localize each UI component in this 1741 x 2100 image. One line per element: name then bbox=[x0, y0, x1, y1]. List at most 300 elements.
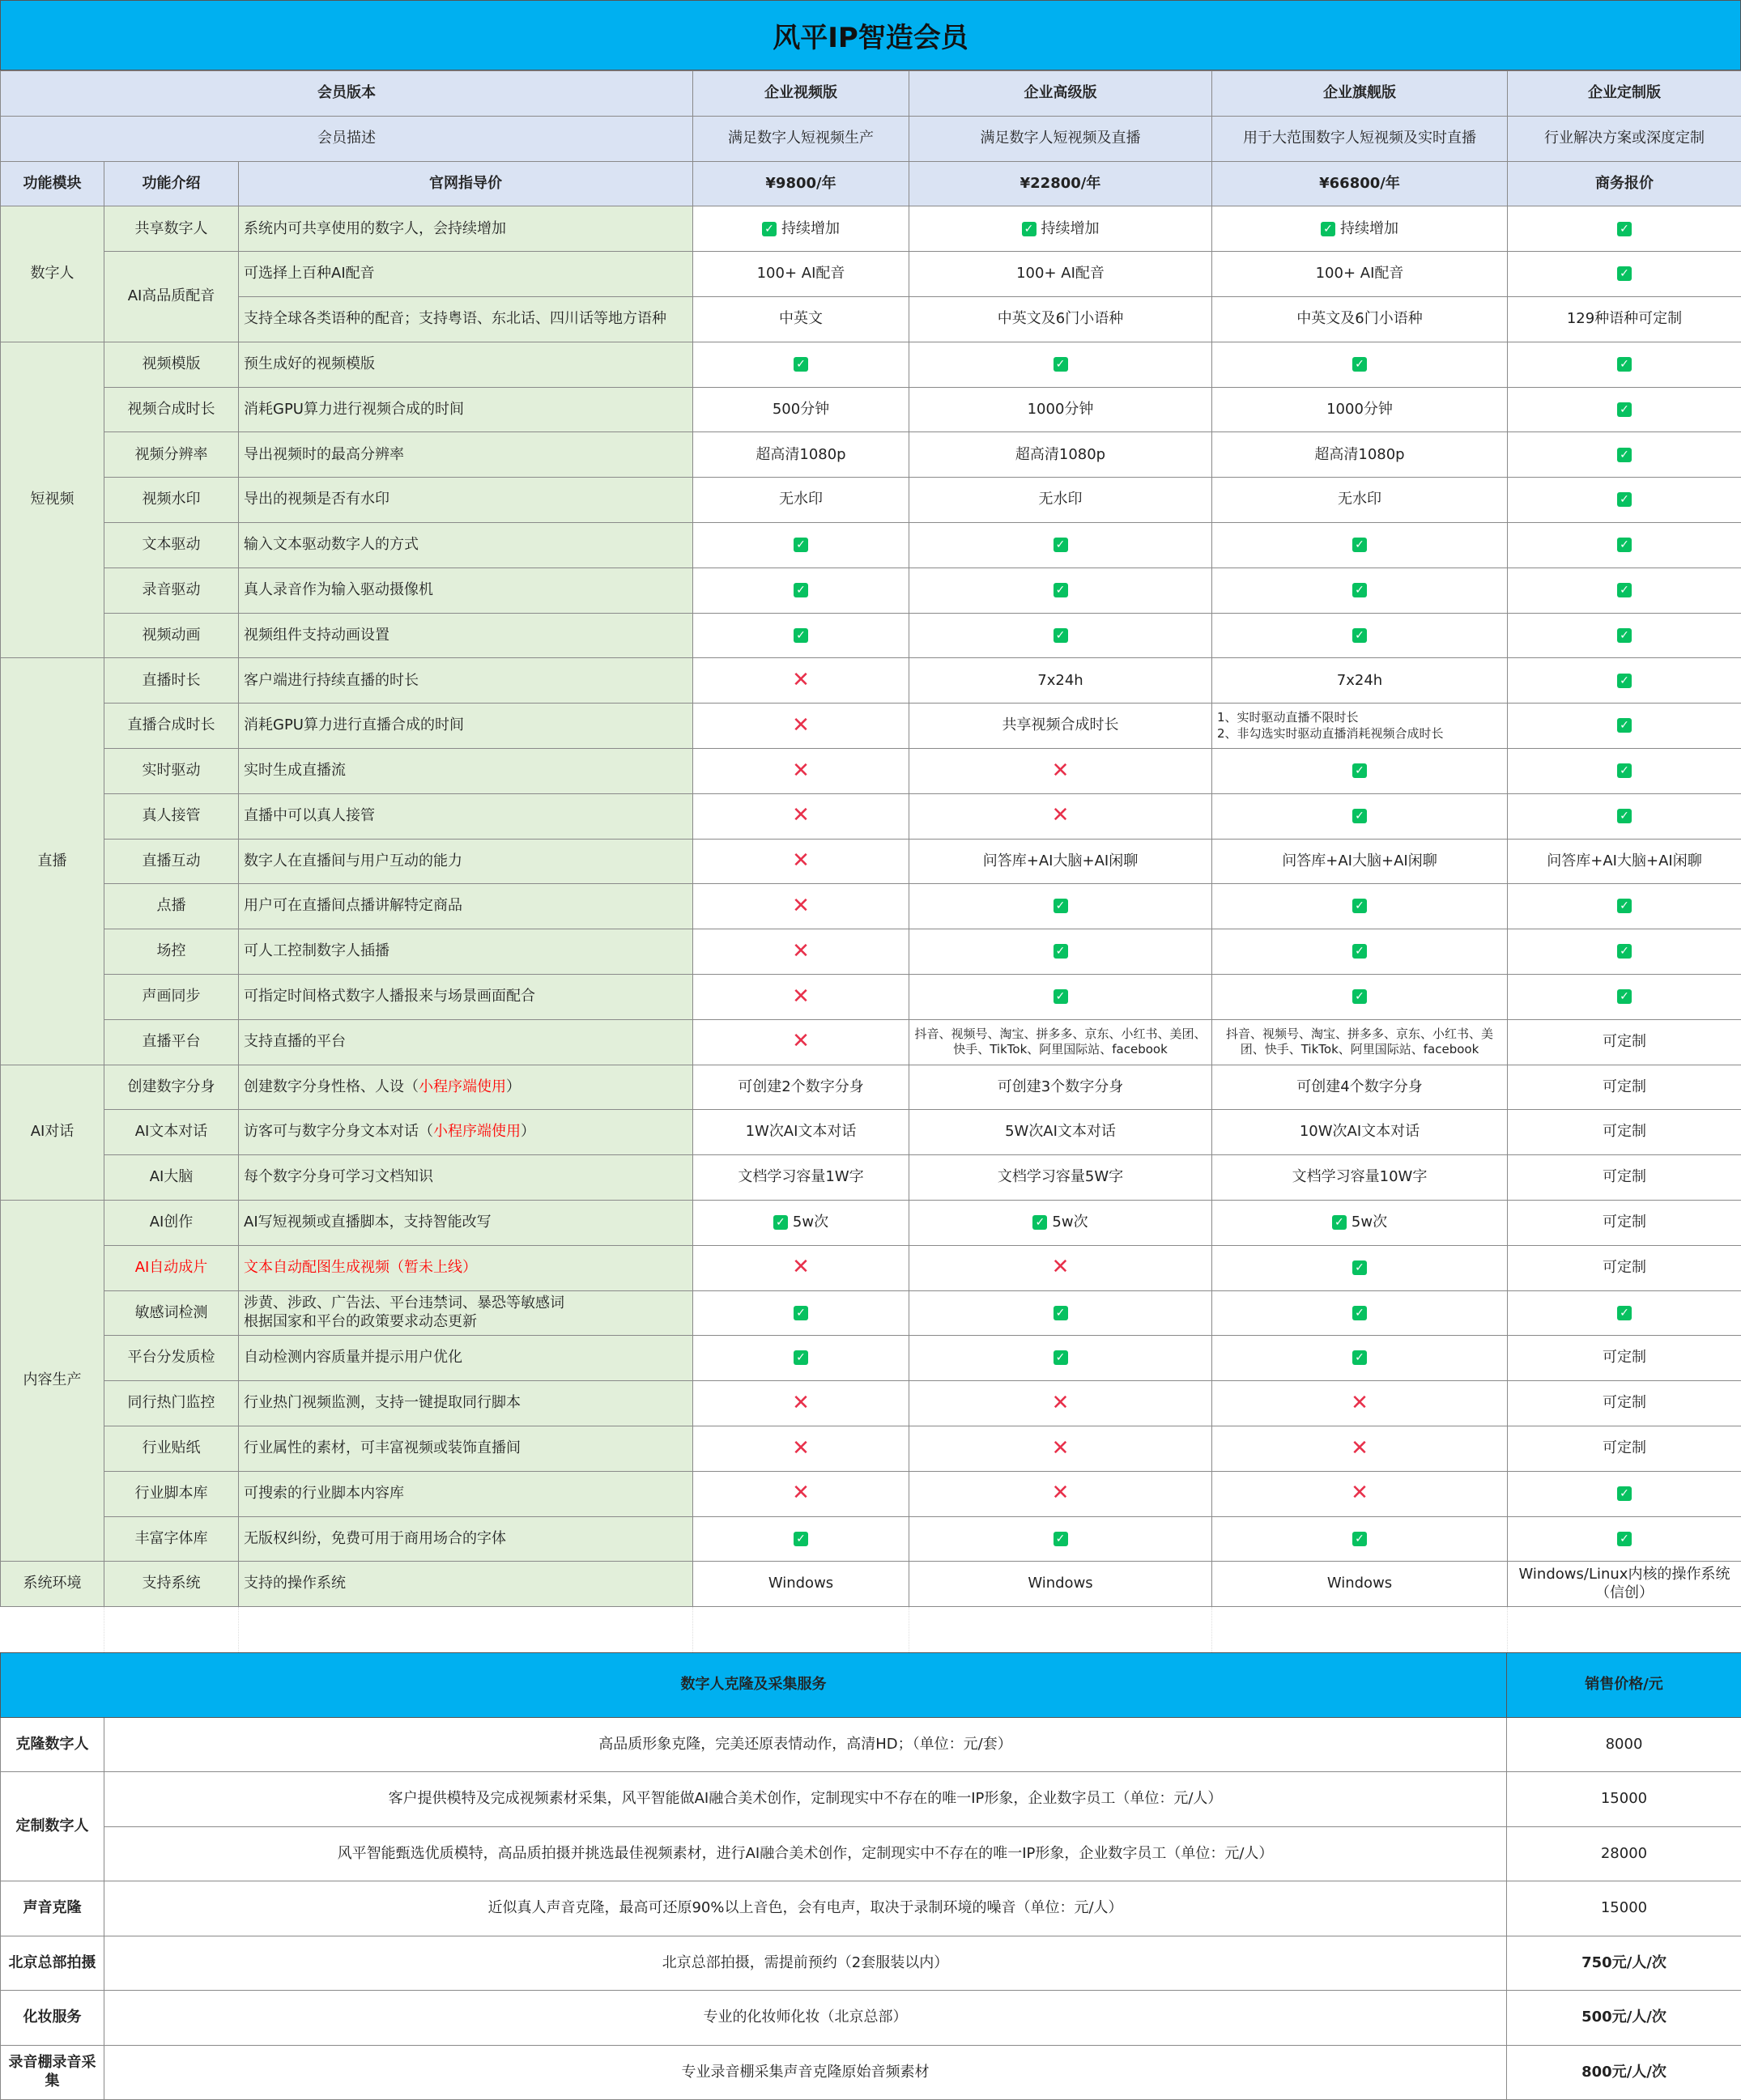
service-price bbox=[1507, 1991, 1741, 2046]
cell-text: 定制数字人 bbox=[16, 1817, 89, 1834]
plan-3-value bbox=[1212, 1516, 1508, 1562]
cell-text: 企业高级版 bbox=[1024, 84, 1097, 101]
cell-text: 可定制 bbox=[1603, 1078, 1646, 1095]
check-icon: ✓ bbox=[1352, 944, 1367, 959]
table-row bbox=[1, 342, 1741, 387]
plan-price-4 bbox=[1508, 161, 1741, 206]
check-icon: ✓ bbox=[1352, 989, 1367, 1004]
cell-text: 数字人克隆及采集服务 bbox=[681, 1676, 827, 1693]
plan-1-value bbox=[693, 342, 909, 387]
table-row bbox=[1, 568, 1741, 613]
check-icon: ✓ bbox=[794, 1350, 808, 1365]
table-row bbox=[1, 478, 1741, 523]
cell-text: AI大脑 bbox=[150, 1168, 194, 1185]
service-price bbox=[1507, 1717, 1741, 1772]
plan-3-value bbox=[1212, 1065, 1508, 1110]
table-row bbox=[1, 296, 1741, 342]
service-label bbox=[1, 1881, 104, 1936]
check-icon: ✓ bbox=[1617, 402, 1632, 417]
cell-text: 1、实时驱动直播不限时长 bbox=[1217, 710, 1359, 725]
plan-desc-3 bbox=[1212, 116, 1508, 161]
cell-text: 涉黄、涉政、广告法、平台违禁词、暴恐等敏感词 bbox=[244, 1294, 564, 1311]
plan-1-value bbox=[693, 613, 909, 658]
cell-text: 近似真人声音克隆，最高可还原90%以上音色，会有电声，取决于录制环境的噪音（单位：元/人） bbox=[487, 1899, 1122, 1916]
feature-desc bbox=[239, 658, 693, 704]
cell-text: 100+ AI配音 bbox=[1316, 265, 1404, 282]
table-row bbox=[1, 658, 1741, 704]
cell-text: 北京总部拍摄，需提前预约（2套服装以内） bbox=[662, 1954, 948, 1971]
service-desc bbox=[104, 1772, 1507, 1827]
cell-text: Windows/Linux内核的操作系统 bbox=[1519, 1566, 1730, 1583]
table-row bbox=[1, 432, 1741, 478]
cell-text: ¥66800/年 bbox=[1319, 175, 1400, 192]
plan-2-value bbox=[909, 793, 1212, 839]
service-price bbox=[1507, 1936, 1741, 1991]
spacer-cell bbox=[1, 1607, 104, 1652]
cell-text: 视频组件支持动画设置 bbox=[244, 627, 389, 644]
plan-2-value bbox=[909, 1381, 1212, 1426]
cross-icon: ✕ bbox=[792, 894, 810, 918]
cell-text: 支持全球各类语种的配音；支持粤语、东北话、四川话等地方语种 bbox=[244, 310, 666, 327]
cross-icon: ✕ bbox=[792, 759, 810, 783]
cell-text: 丰富字体库 bbox=[135, 1530, 208, 1547]
cell-text: 直播互动 bbox=[143, 852, 201, 869]
services-table bbox=[0, 1652, 1741, 2100]
service-price bbox=[1507, 2045, 1741, 2100]
service-desc bbox=[104, 1826, 1507, 1881]
check-icon: ✓ bbox=[794, 1306, 808, 1320]
plan-2-value bbox=[909, 974, 1212, 1019]
service-label bbox=[1, 2045, 104, 2100]
plan-4-value bbox=[1508, 1516, 1741, 1562]
cell-text: 可定制 bbox=[1603, 1123, 1646, 1140]
cell-text: 5W次AI文本对话 bbox=[1005, 1123, 1116, 1140]
plan-3-value bbox=[1212, 296, 1508, 342]
cell-text: AI创作 bbox=[150, 1214, 194, 1231]
plan-4-value bbox=[1508, 1065, 1741, 1110]
check-icon: ✓ bbox=[1617, 1532, 1632, 1546]
plan-3-value bbox=[1212, 1336, 1508, 1381]
plan-4-value bbox=[1508, 252, 1741, 297]
plan-2-value bbox=[909, 1155, 1212, 1201]
cell-text: 真人接管 bbox=[143, 807, 201, 824]
cell-text: ¥9800/年 bbox=[765, 175, 836, 192]
service-desc bbox=[104, 1991, 1507, 2046]
feature-name bbox=[104, 206, 239, 252]
cell-text: 问答库+AI大脑+AI闲聊 bbox=[1547, 852, 1701, 869]
check-icon: ✓ bbox=[1617, 944, 1632, 959]
plan-3-value bbox=[1212, 884, 1508, 929]
plan-2-value bbox=[909, 296, 1212, 342]
cell-text: 文档学习容量5W字 bbox=[998, 1168, 1123, 1185]
plan-price-2 bbox=[909, 161, 1212, 206]
plan-3-value bbox=[1212, 613, 1508, 658]
plan-4-value bbox=[1508, 478, 1741, 523]
check-icon: ✓ bbox=[794, 628, 808, 643]
module-name bbox=[1, 1562, 104, 1607]
table-row bbox=[1, 116, 1741, 161]
check-icon: ✓ bbox=[762, 222, 777, 236]
cell-text: 支持系统 bbox=[143, 1575, 201, 1592]
cell-text: 可创建4个数字分身 bbox=[1296, 1078, 1422, 1095]
cell-text: 行业解决方案或深度定制 bbox=[1544, 130, 1705, 147]
check-icon: ✓ bbox=[1617, 266, 1632, 281]
plan-1-value bbox=[693, 839, 909, 884]
plan-3-value bbox=[1212, 929, 1508, 975]
cell-text: 功能介绍 bbox=[143, 175, 201, 192]
check-icon: ✓ bbox=[794, 538, 808, 552]
cell-text: 视频合成时长 bbox=[128, 401, 215, 418]
cell-text: 企业旗舰版 bbox=[1323, 84, 1396, 101]
cell-text: 用户可在直播间点播讲解特定商品 bbox=[244, 897, 462, 914]
plan-1-value bbox=[693, 568, 909, 613]
cell-text: 短视频 bbox=[31, 491, 74, 508]
service-label bbox=[1, 1717, 104, 1772]
check-icon: ✓ bbox=[794, 1532, 808, 1546]
feature-desc bbox=[239, 522, 693, 568]
cell-text: 化妆服务 bbox=[23, 2009, 82, 2026]
cross-icon: ✕ bbox=[792, 1255, 810, 1279]
plan-2-value bbox=[909, 884, 1212, 929]
plan-2-value bbox=[909, 748, 1212, 793]
plan-name-2 bbox=[909, 71, 1212, 117]
check-icon: ✓ bbox=[1054, 1350, 1068, 1365]
feature-name bbox=[104, 432, 239, 478]
plan-2-value bbox=[909, 478, 1212, 523]
plan-1-value bbox=[693, 1110, 909, 1155]
plan-4-value bbox=[1508, 1426, 1741, 1471]
cell-text: 100+ AI配音 bbox=[1016, 265, 1105, 282]
spacer-row bbox=[1, 1607, 1741, 1652]
cell-text: 超高清1080p bbox=[1314, 446, 1404, 463]
plan-2-value bbox=[909, 1200, 1212, 1245]
check-icon: ✓ bbox=[1617, 357, 1632, 372]
cell-text: 持续增加 bbox=[1340, 220, 1398, 237]
feature-desc bbox=[239, 974, 693, 1019]
check-icon: ✓ bbox=[1054, 583, 1068, 597]
plan-2-value bbox=[909, 1471, 1212, 1516]
module-name bbox=[1, 1065, 104, 1200]
service-desc bbox=[104, 1881, 1507, 1936]
plan-4-value bbox=[1508, 206, 1741, 252]
table-row bbox=[1, 704, 1741, 749]
spacer-cell bbox=[239, 1607, 693, 1652]
cell-text: 文本自动配图生成视频（暂未上线） bbox=[244, 1259, 477, 1276]
plan-2-value bbox=[909, 342, 1212, 387]
cell-text: 无水印 bbox=[1039, 491, 1083, 508]
feature-desc bbox=[239, 929, 693, 975]
plan-3-value bbox=[1212, 793, 1508, 839]
check-icon: ✓ bbox=[1054, 1532, 1068, 1546]
cell-text: 预生成好的视频模版 bbox=[244, 355, 375, 372]
plan-4-value bbox=[1508, 387, 1741, 432]
cross-icon: ✕ bbox=[1052, 1436, 1070, 1460]
plan-4-value bbox=[1508, 1019, 1741, 1065]
table-row bbox=[1, 1426, 1741, 1471]
cell-text: 500元/人/次 bbox=[1581, 2009, 1667, 2026]
check-icon: ✓ bbox=[773, 1215, 788, 1230]
plan-3-value bbox=[1212, 839, 1508, 884]
table-row bbox=[1, 1155, 1741, 1201]
cell-text: 15000 bbox=[1601, 1790, 1647, 1807]
cell-text: 根据国家和平台的政策要求动态更新 bbox=[244, 1313, 477, 1330]
service-price bbox=[1507, 1881, 1741, 1936]
plan-4-value bbox=[1508, 1381, 1741, 1426]
cell-text: 视频分辨率 bbox=[135, 446, 208, 463]
cell-text: 敏感词检测 bbox=[135, 1304, 208, 1321]
plan-4-value bbox=[1508, 296, 1741, 342]
cell-text: 实时生成直播流 bbox=[244, 762, 346, 779]
cell-text: 支持直播的平台 bbox=[244, 1033, 346, 1050]
cell-text: 客户提供模特及完成视频素材采集，风平智能做AI融合美术创作，定制现实中不存在的唯一IP形象，企业数字员工（单位：元/人） bbox=[389, 1790, 1223, 1807]
check-icon: ✓ bbox=[1054, 944, 1068, 959]
plan-3-value bbox=[1212, 1110, 1508, 1155]
cell-text: （信创） bbox=[1595, 1584, 1654, 1601]
plan-3-value bbox=[1212, 1381, 1508, 1426]
plan-1-value bbox=[693, 1290, 909, 1336]
service-price bbox=[1507, 1772, 1741, 1827]
check-icon: ✓ bbox=[1617, 718, 1632, 733]
plan-4-value bbox=[1508, 1155, 1741, 1201]
feature-desc bbox=[239, 1426, 693, 1471]
plan-4-value bbox=[1508, 1471, 1741, 1516]
cell-text: 100+ AI配音 bbox=[757, 265, 845, 282]
feature-desc bbox=[239, 1245, 693, 1290]
cross-icon: ✕ bbox=[792, 668, 810, 692]
cell-text: 会员描述 bbox=[317, 130, 376, 147]
table-row bbox=[1, 929, 1741, 975]
check-icon: ✓ bbox=[1617, 628, 1632, 643]
plan-1-value bbox=[693, 522, 909, 568]
check-icon: ✓ bbox=[1352, 1532, 1367, 1546]
feature-name bbox=[104, 793, 239, 839]
cell-text: 中英文及6门小语种 bbox=[1296, 310, 1422, 327]
cell-text: 可人工控制数字人插播 bbox=[244, 942, 389, 959]
table-row bbox=[1, 1019, 1741, 1065]
cell-text: 企业视频版 bbox=[764, 84, 837, 101]
cell-text: 中英文 bbox=[779, 310, 823, 327]
cell-text: 视频模版 bbox=[143, 355, 201, 372]
module-name bbox=[1, 342, 104, 658]
cell-text: 可定制 bbox=[1603, 1214, 1646, 1231]
cross-icon: ✕ bbox=[1052, 1391, 1070, 1415]
plan-1-value bbox=[693, 1065, 909, 1110]
feature-name bbox=[104, 1200, 239, 1245]
cell-text: 会员版本 bbox=[317, 84, 376, 101]
feature-name bbox=[104, 1065, 239, 1110]
cell-text: 2、非勾选实时驱动直播消耗视频合成时长 bbox=[1217, 726, 1444, 741]
cell-text: 抖音、视频号、淘宝、拼多多、京东、小红书、美团、快手、TikTok、阿里国际站、facebook bbox=[1226, 1027, 1493, 1057]
table-row bbox=[1, 1065, 1741, 1110]
check-icon: ✓ bbox=[1352, 357, 1367, 372]
feature-desc bbox=[239, 1290, 693, 1336]
cell-text: 5w次 bbox=[1352, 1214, 1387, 1231]
cell-text: 129种语种可定制 bbox=[1567, 310, 1682, 327]
plan-1-value bbox=[693, 748, 909, 793]
check-icon: ✓ bbox=[1054, 899, 1068, 913]
service-desc bbox=[104, 1936, 1507, 1991]
feature-desc bbox=[239, 884, 693, 929]
feature-desc bbox=[239, 432, 693, 478]
service-row bbox=[1, 1826, 1741, 1881]
cell-text: 行业贴纸 bbox=[143, 1439, 201, 1456]
cell-text: Windows bbox=[768, 1575, 833, 1592]
plan-2-value bbox=[909, 522, 1212, 568]
check-icon: ✓ bbox=[1054, 538, 1068, 552]
cell-text: 数字人在直播间与用户互动的能力 bbox=[244, 852, 462, 869]
check-icon: ✓ bbox=[1617, 583, 1632, 597]
plan-4-value bbox=[1508, 522, 1741, 568]
cross-icon: ✕ bbox=[1052, 1255, 1070, 1279]
plan-2-value bbox=[909, 929, 1212, 975]
check-icon: ✓ bbox=[1022, 222, 1037, 236]
plan-4-value bbox=[1508, 1200, 1741, 1245]
cell-text: 共享视频合成时长 bbox=[1002, 716, 1119, 733]
plan-2-value bbox=[909, 252, 1212, 297]
cell-text: 可定制 bbox=[1603, 1259, 1646, 1276]
feature-name bbox=[104, 522, 239, 568]
feature-desc bbox=[239, 1019, 693, 1065]
plan-4-value bbox=[1508, 1336, 1741, 1381]
check-icon: ✓ bbox=[794, 583, 808, 597]
cell-text: 行业热门视频监测，支持一键提取同行脚本 bbox=[244, 1394, 521, 1411]
cell-text: 官网指导价 bbox=[429, 175, 502, 192]
cell-text: 直播时长 bbox=[143, 672, 201, 689]
cell-text: 5w次 bbox=[793, 1214, 828, 1231]
plan-4-value bbox=[1508, 793, 1741, 839]
plan-2-value bbox=[909, 839, 1212, 884]
cell-text: 5w次 bbox=[1052, 1214, 1088, 1231]
plan-2-value bbox=[909, 568, 1212, 613]
cell-text: 视频水印 bbox=[143, 491, 201, 508]
check-icon: ✓ bbox=[1352, 1306, 1367, 1320]
feature-name bbox=[104, 1381, 239, 1426]
cell-text: 声画同步 bbox=[143, 988, 201, 1005]
feature-name bbox=[104, 839, 239, 884]
plan-1-value bbox=[693, 206, 909, 252]
plan-1-value bbox=[693, 296, 909, 342]
cell-text: 500分钟 bbox=[773, 401, 829, 418]
plan-2-value bbox=[909, 1336, 1212, 1381]
plan-1-value bbox=[693, 387, 909, 432]
module-header bbox=[1, 161, 104, 206]
plan-1-value bbox=[693, 1019, 909, 1065]
cell-text: 客户端进行持续直播的时长 bbox=[244, 672, 419, 689]
cell-text: 消耗GPU算力进行直播合成的时间 bbox=[244, 716, 464, 733]
cell-text: 文本驱动 bbox=[143, 536, 201, 553]
cell-text: 平台分发质检 bbox=[128, 1349, 215, 1366]
plan-2-value bbox=[909, 613, 1212, 658]
cross-icon: ✕ bbox=[1351, 1391, 1369, 1415]
cell-text: AI对话 bbox=[31, 1123, 74, 1140]
cell-text: 1000分钟 bbox=[1326, 401, 1393, 418]
cell-text: 自动检测内容质量并提示用户优化 bbox=[244, 1349, 462, 1366]
cell-text: 可定制 bbox=[1603, 1168, 1646, 1185]
check-icon: ✓ bbox=[1352, 583, 1367, 597]
cell-text: 文档学习容量1W字 bbox=[738, 1168, 863, 1185]
check-icon: ✓ bbox=[1352, 899, 1367, 913]
feature-desc bbox=[239, 1471, 693, 1516]
cell-text: 高品质形象克隆，完美还原表情动作，高清HD；（单位：元/套） bbox=[598, 1736, 1011, 1753]
feature-name bbox=[104, 1155, 239, 1201]
plan-1-value bbox=[693, 1516, 909, 1562]
module-name bbox=[1, 206, 104, 342]
cell-text: 可指定时间格式数字人播报来与场景画面配合 bbox=[244, 988, 535, 1005]
cell-text: 风平智能甄选优质模特，高品质拍摄并挑选最佳视频素材，进行AI融合美术创作，定制现实中不存在的唯一IP形象，企业数字员工（单位：元/人） bbox=[338, 1845, 1274, 1862]
cross-icon: ✕ bbox=[1052, 759, 1070, 783]
cross-icon: ✕ bbox=[792, 939, 810, 963]
plan-3-value bbox=[1212, 1562, 1508, 1607]
plan-4-value bbox=[1508, 748, 1741, 793]
plan-price-1 bbox=[693, 161, 909, 206]
cell-text: 专业录音棚采集声音克隆原始音频素材 bbox=[682, 2064, 930, 2081]
plan-1-value bbox=[693, 1381, 909, 1426]
feature-name bbox=[104, 974, 239, 1019]
table-row bbox=[1, 1110, 1741, 1155]
module-name bbox=[1, 658, 104, 1065]
feature-desc bbox=[239, 296, 693, 342]
cross-icon: ✕ bbox=[1052, 1481, 1070, 1505]
table-row bbox=[1, 1290, 1741, 1336]
plan-3-value bbox=[1212, 1155, 1508, 1201]
spacer-cell bbox=[909, 1607, 1212, 1652]
cell-text: 用于大范围数字人短视频及实时直播 bbox=[1243, 130, 1476, 147]
plan-3-value bbox=[1212, 1019, 1508, 1065]
feature-desc bbox=[239, 1336, 693, 1381]
table-row bbox=[1, 387, 1741, 432]
cell-text: 录音驱动 bbox=[143, 581, 201, 598]
cell-text: 导出视频时的最高分辨率 bbox=[244, 446, 404, 463]
check-icon: ✓ bbox=[1617, 674, 1632, 688]
module-name bbox=[1, 1200, 104, 1561]
desc-label bbox=[1, 116, 693, 161]
table-row bbox=[1, 748, 1741, 793]
plan-1-value bbox=[693, 704, 909, 749]
plan-1-value bbox=[693, 1471, 909, 1516]
plan-2-value bbox=[909, 206, 1212, 252]
cell-text: 无水印 bbox=[779, 491, 823, 508]
plan-2-value bbox=[909, 1065, 1212, 1110]
plan-3-value bbox=[1212, 568, 1508, 613]
cell-text: 访客可与数字分身文本对话（ bbox=[244, 1123, 433, 1140]
plan-3-value bbox=[1212, 704, 1508, 749]
plan-4-value bbox=[1508, 568, 1741, 613]
cell-text: 真人录音作为输入驱动摄像机 bbox=[244, 581, 433, 598]
plan-4-value bbox=[1508, 929, 1741, 975]
plan-4-value bbox=[1508, 839, 1741, 884]
plan-name-1 bbox=[693, 71, 909, 117]
check-icon: ✓ bbox=[1617, 448, 1632, 462]
cell-text: 功能模块 bbox=[23, 175, 82, 192]
plan-3-value bbox=[1212, 522, 1508, 568]
plan-1-value bbox=[693, 1155, 909, 1201]
check-icon: ✓ bbox=[1617, 222, 1632, 236]
plan-4-value bbox=[1508, 1110, 1741, 1155]
check-icon: ✓ bbox=[1332, 1215, 1347, 1230]
table-row bbox=[1, 1471, 1741, 1516]
check-icon: ✓ bbox=[1617, 989, 1632, 1004]
cell-text: AI自动成片 bbox=[135, 1259, 208, 1276]
cell-text: 创建数字分身性格、人设（ bbox=[244, 1078, 419, 1095]
plan-3-value bbox=[1212, 1200, 1508, 1245]
feature-desc bbox=[239, 839, 693, 884]
cross-icon: ✕ bbox=[792, 1436, 810, 1460]
cell-text: 数字人 bbox=[31, 265, 74, 282]
cell-text: 持续增加 bbox=[1041, 220, 1100, 237]
feature-desc bbox=[239, 1200, 693, 1245]
feature-desc bbox=[239, 1516, 693, 1562]
cross-icon: ✕ bbox=[792, 1481, 810, 1505]
